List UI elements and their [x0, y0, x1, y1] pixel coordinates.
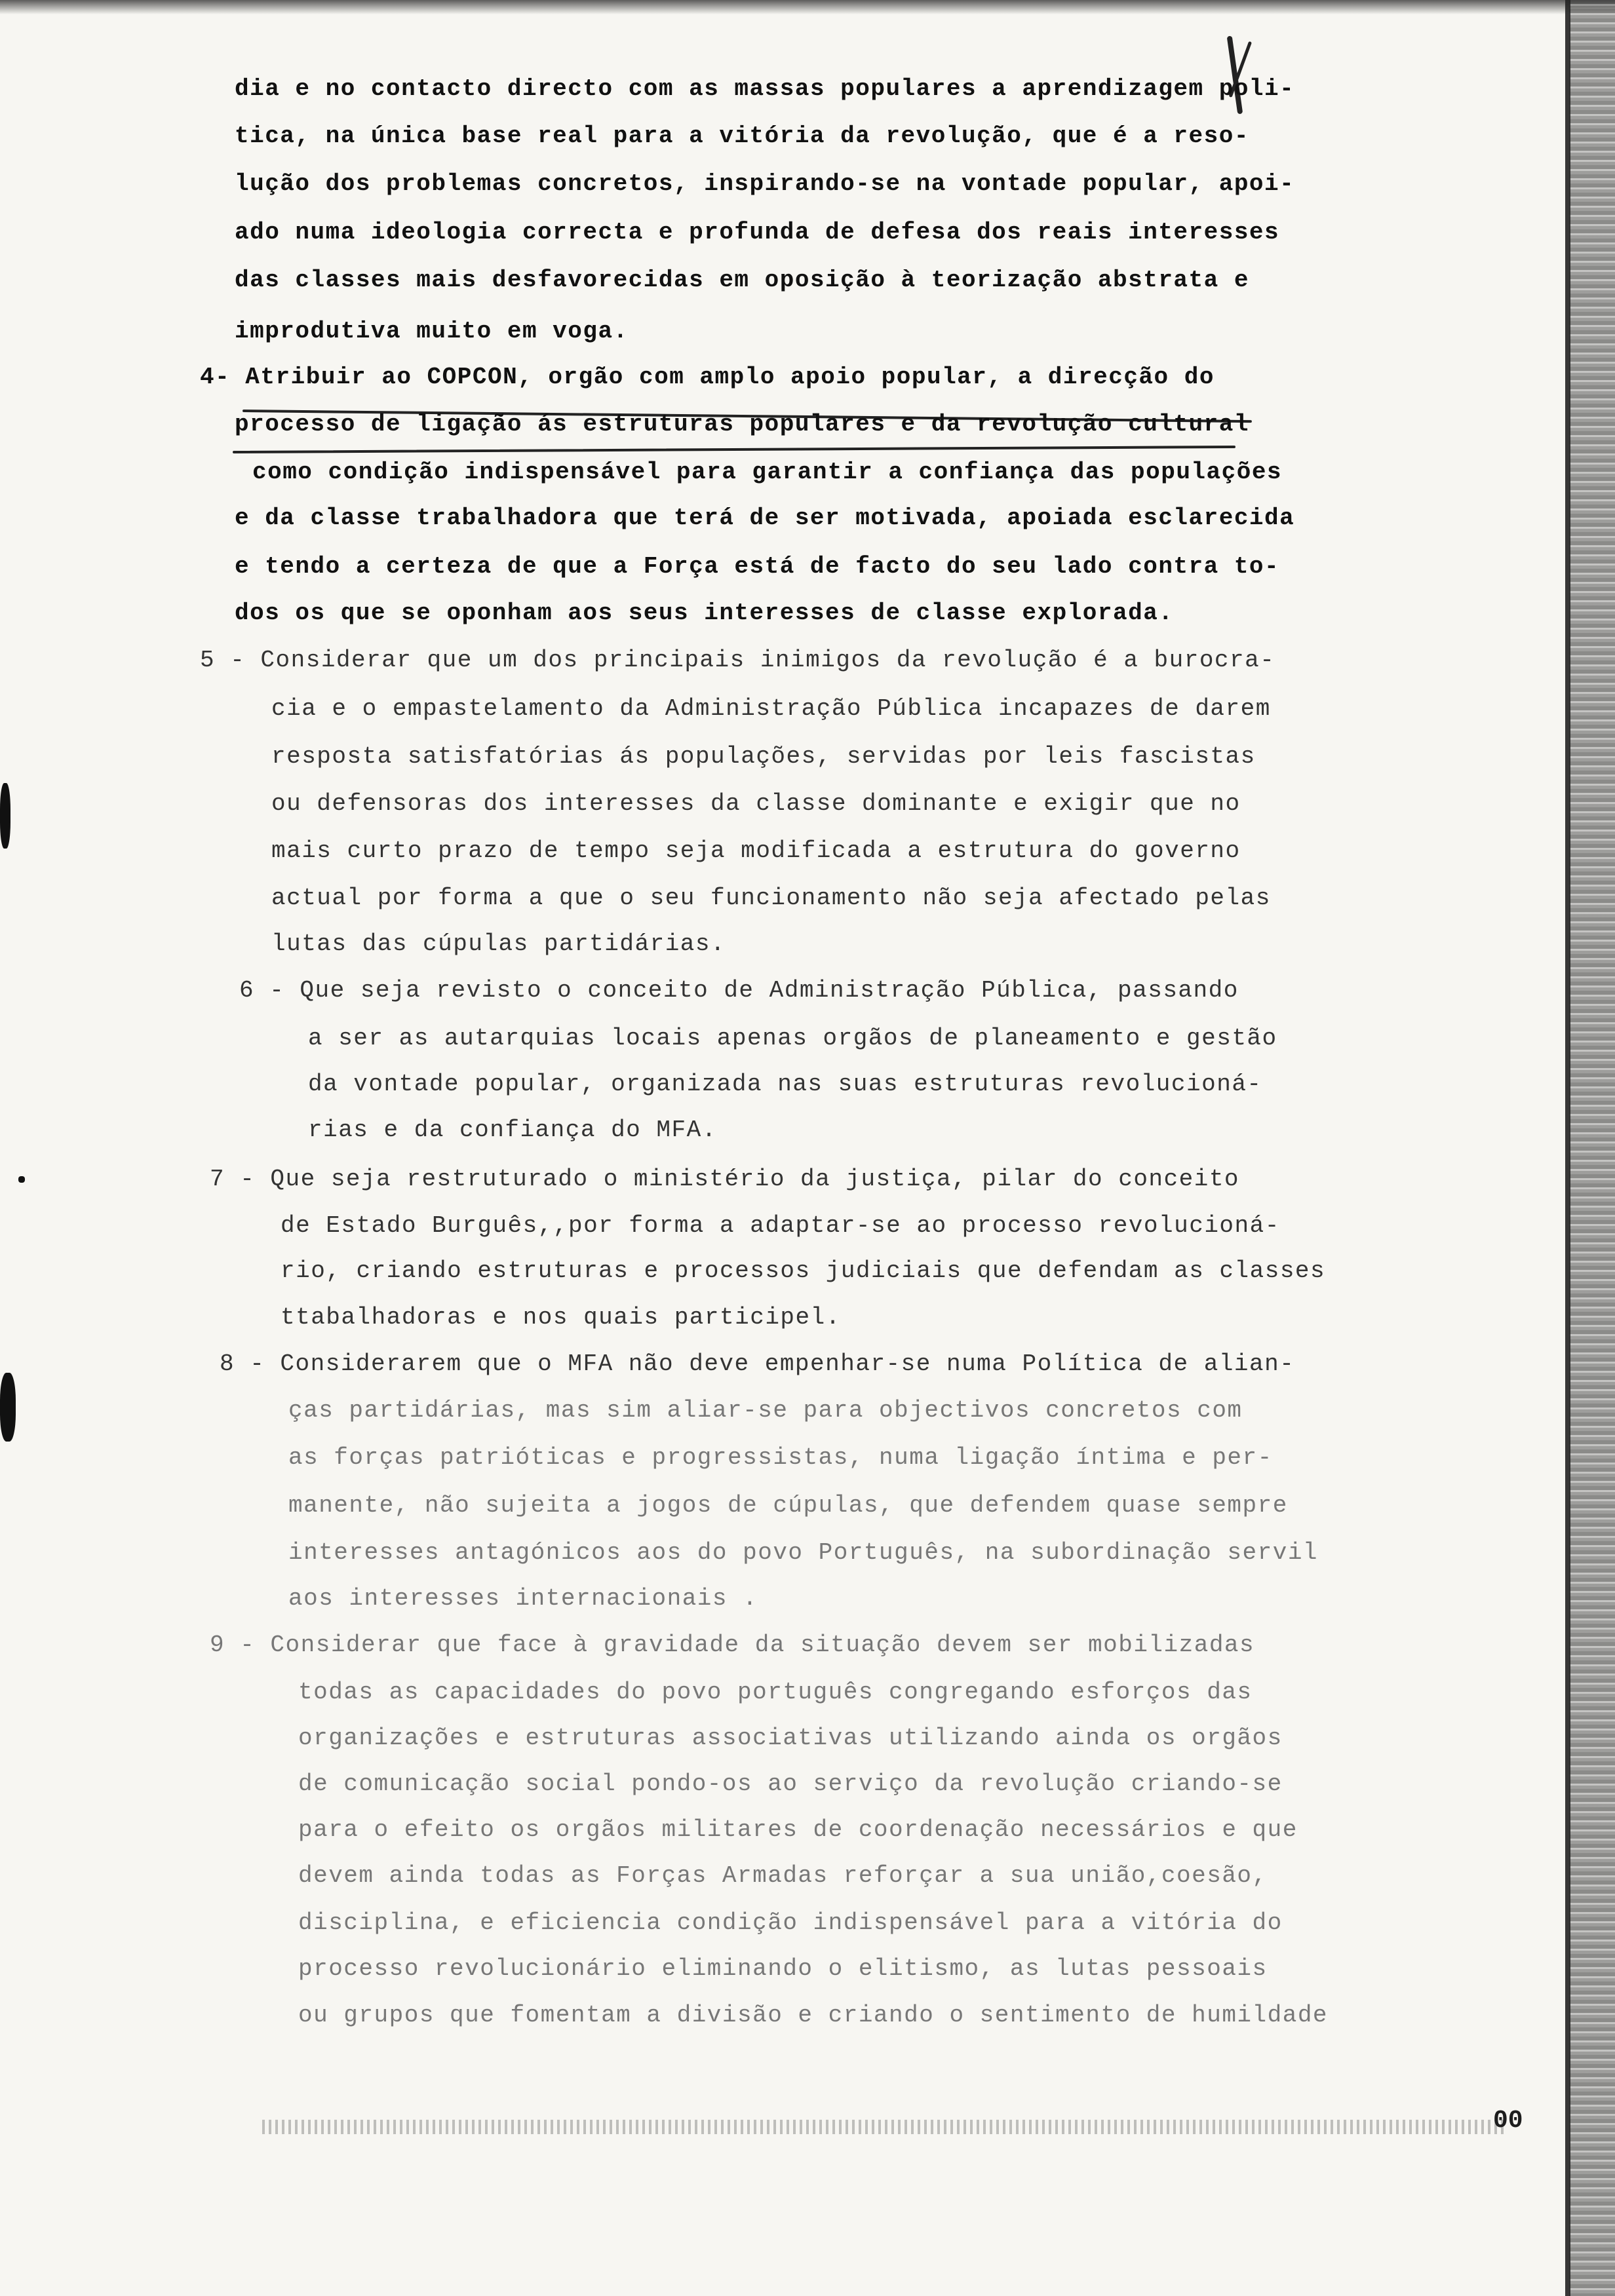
text-line: processo revolucionário eliminando o elitismo, as lutas pessoais: [298, 1955, 1268, 1982]
text-line: mais curto prazo de tempo seja modificada a estrutura do governo: [271, 837, 1241, 864]
text-line: ttabalhadoras e nos quais participel.: [281, 1304, 841, 1331]
text-line: da vontade popular, organizada nas suas estruturas revolucioná-: [308, 1071, 1262, 1098]
scan-edge-top: [0, 0, 1615, 14]
text-line: 4- Atribuir ao COPCON, orgão com amplo apoio popular, a direcção do: [200, 364, 1215, 391]
text-line: a ser as autarquias locais apenas orgãos de planeamento e gestão: [308, 1025, 1277, 1052]
scan-border-line: [1565, 0, 1570, 2296]
punch-mark: [0, 1373, 16, 1442]
text-line: devem ainda todas as Forças Armadas reforçar a sua união,coesão,: [298, 1862, 1268, 1889]
text-line: de Estado Burguês,,por forma a adaptar-se ao processo revolucioná-: [281, 1212, 1280, 1239]
text-line: dos os que se oponham aos seus interesses de classe explorada.: [235, 600, 1174, 626]
text-line: improdutiva muito em voga.: [235, 318, 629, 345]
text-line: e da classe trabalhadora que terá de ser motivada, apoiada esclarecida: [235, 505, 1295, 531]
pen-underline: [233, 446, 1236, 453]
text-line: ou grupos que fomentam a divisão e criando o sentimento de humildade: [298, 2002, 1329, 2029]
punch-mark: [0, 783, 10, 849]
text-line: aos interesses internacionais .: [288, 1585, 758, 1612]
text-line: para o efeito os orgãos militares de coordenação necessários e que: [298, 1816, 1298, 1843]
text-line: e tendo a certeza de que a Força está de facto do seu lado contra to-: [235, 553, 1280, 580]
text-line: actual por forma a que o seu funcionamento não seja afectado pelas: [271, 885, 1271, 911]
text-line: interesses antagónicos aos do povo Português, na subordinação servil: [288, 1539, 1319, 1566]
scan-edge-right: [1569, 0, 1615, 2296]
text-line: 6 - Que seja revisto o conceito de Administração Pública, passando: [239, 977, 1239, 1004]
text-line: manente, não sujeita a jogos de cúpulas, que defendem quase sempre: [288, 1492, 1288, 1519]
text-line: lutas das cúpulas partidárias.: [271, 930, 726, 957]
punch-mark: [18, 1176, 25, 1183]
text-line: cia e o empastelamento da Administração Pública incapazes de darem: [271, 695, 1271, 722]
page-number: 00: [1493, 2107, 1523, 2135]
text-line: 8 - Considerarem que o MFA não deve empenhar-se numa Política de alian-: [220, 1350, 1295, 1377]
scan-edge-bottom: [262, 2120, 1508, 2134]
text-line: 7 - Que seja restruturado o ministério da justiça, pilar do conceito: [210, 1166, 1240, 1193]
text-line: como condição indispensável para garantir a confiança das populações: [252, 459, 1283, 486]
text-line: das classes mais desfavorecidas em oposição à teorização abstrata e: [235, 267, 1249, 294]
text-line: rio, criando estruturas e processos judiciais que defendam as classes: [281, 1257, 1326, 1284]
text-line: 5 - Considerar que um dos principais inimigos da revolução é a burocra-: [200, 647, 1275, 674]
text-line: ças partidárias, mas sim aliar-se para objectivos concretos com: [288, 1397, 1243, 1424]
text-line: tica, na única base real para a vitória da revolução, que é a reso-: [235, 123, 1249, 149]
text-line: todas as capacidades do povo português congregando esforços das: [298, 1679, 1253, 1706]
text-line: organizações e estruturas associativas utilizando ainda os orgãos: [298, 1725, 1283, 1751]
text-line: de comunicação social pondo-os ao serviço da revolução criando-se: [298, 1770, 1283, 1797]
text-line: rias e da confiança do MFA.: [308, 1117, 717, 1143]
text-line: as forças patrióticas e progressistas, numa ligação íntima e per-: [288, 1444, 1273, 1471]
text-line: ou defensoras dos interesses da classe dominante e exigir que no: [271, 790, 1241, 817]
text-line: dia e no contacto directo com as massas populares a aprendizagem poli-: [235, 75, 1295, 102]
text-line: 9 - Considerar que face à gravidade da situação devem ser mobilizadas: [210, 1632, 1255, 1658]
text-line: processo de ligação ás estruturas populares e da revolução cultural: [235, 411, 1249, 438]
text-line: disciplina, e eficiencia condição indispensável para a vitória do: [298, 1909, 1283, 1936]
text-line: lução dos problemas concretos, inspirando-se na vontade popular, apoi-: [235, 170, 1295, 197]
text-line: ado numa ideologia correcta e profunda de defesa dos reais interesses: [235, 219, 1280, 246]
text-line: resposta satisfatórias ás populações, servidas por leis fascistas: [271, 743, 1256, 770]
